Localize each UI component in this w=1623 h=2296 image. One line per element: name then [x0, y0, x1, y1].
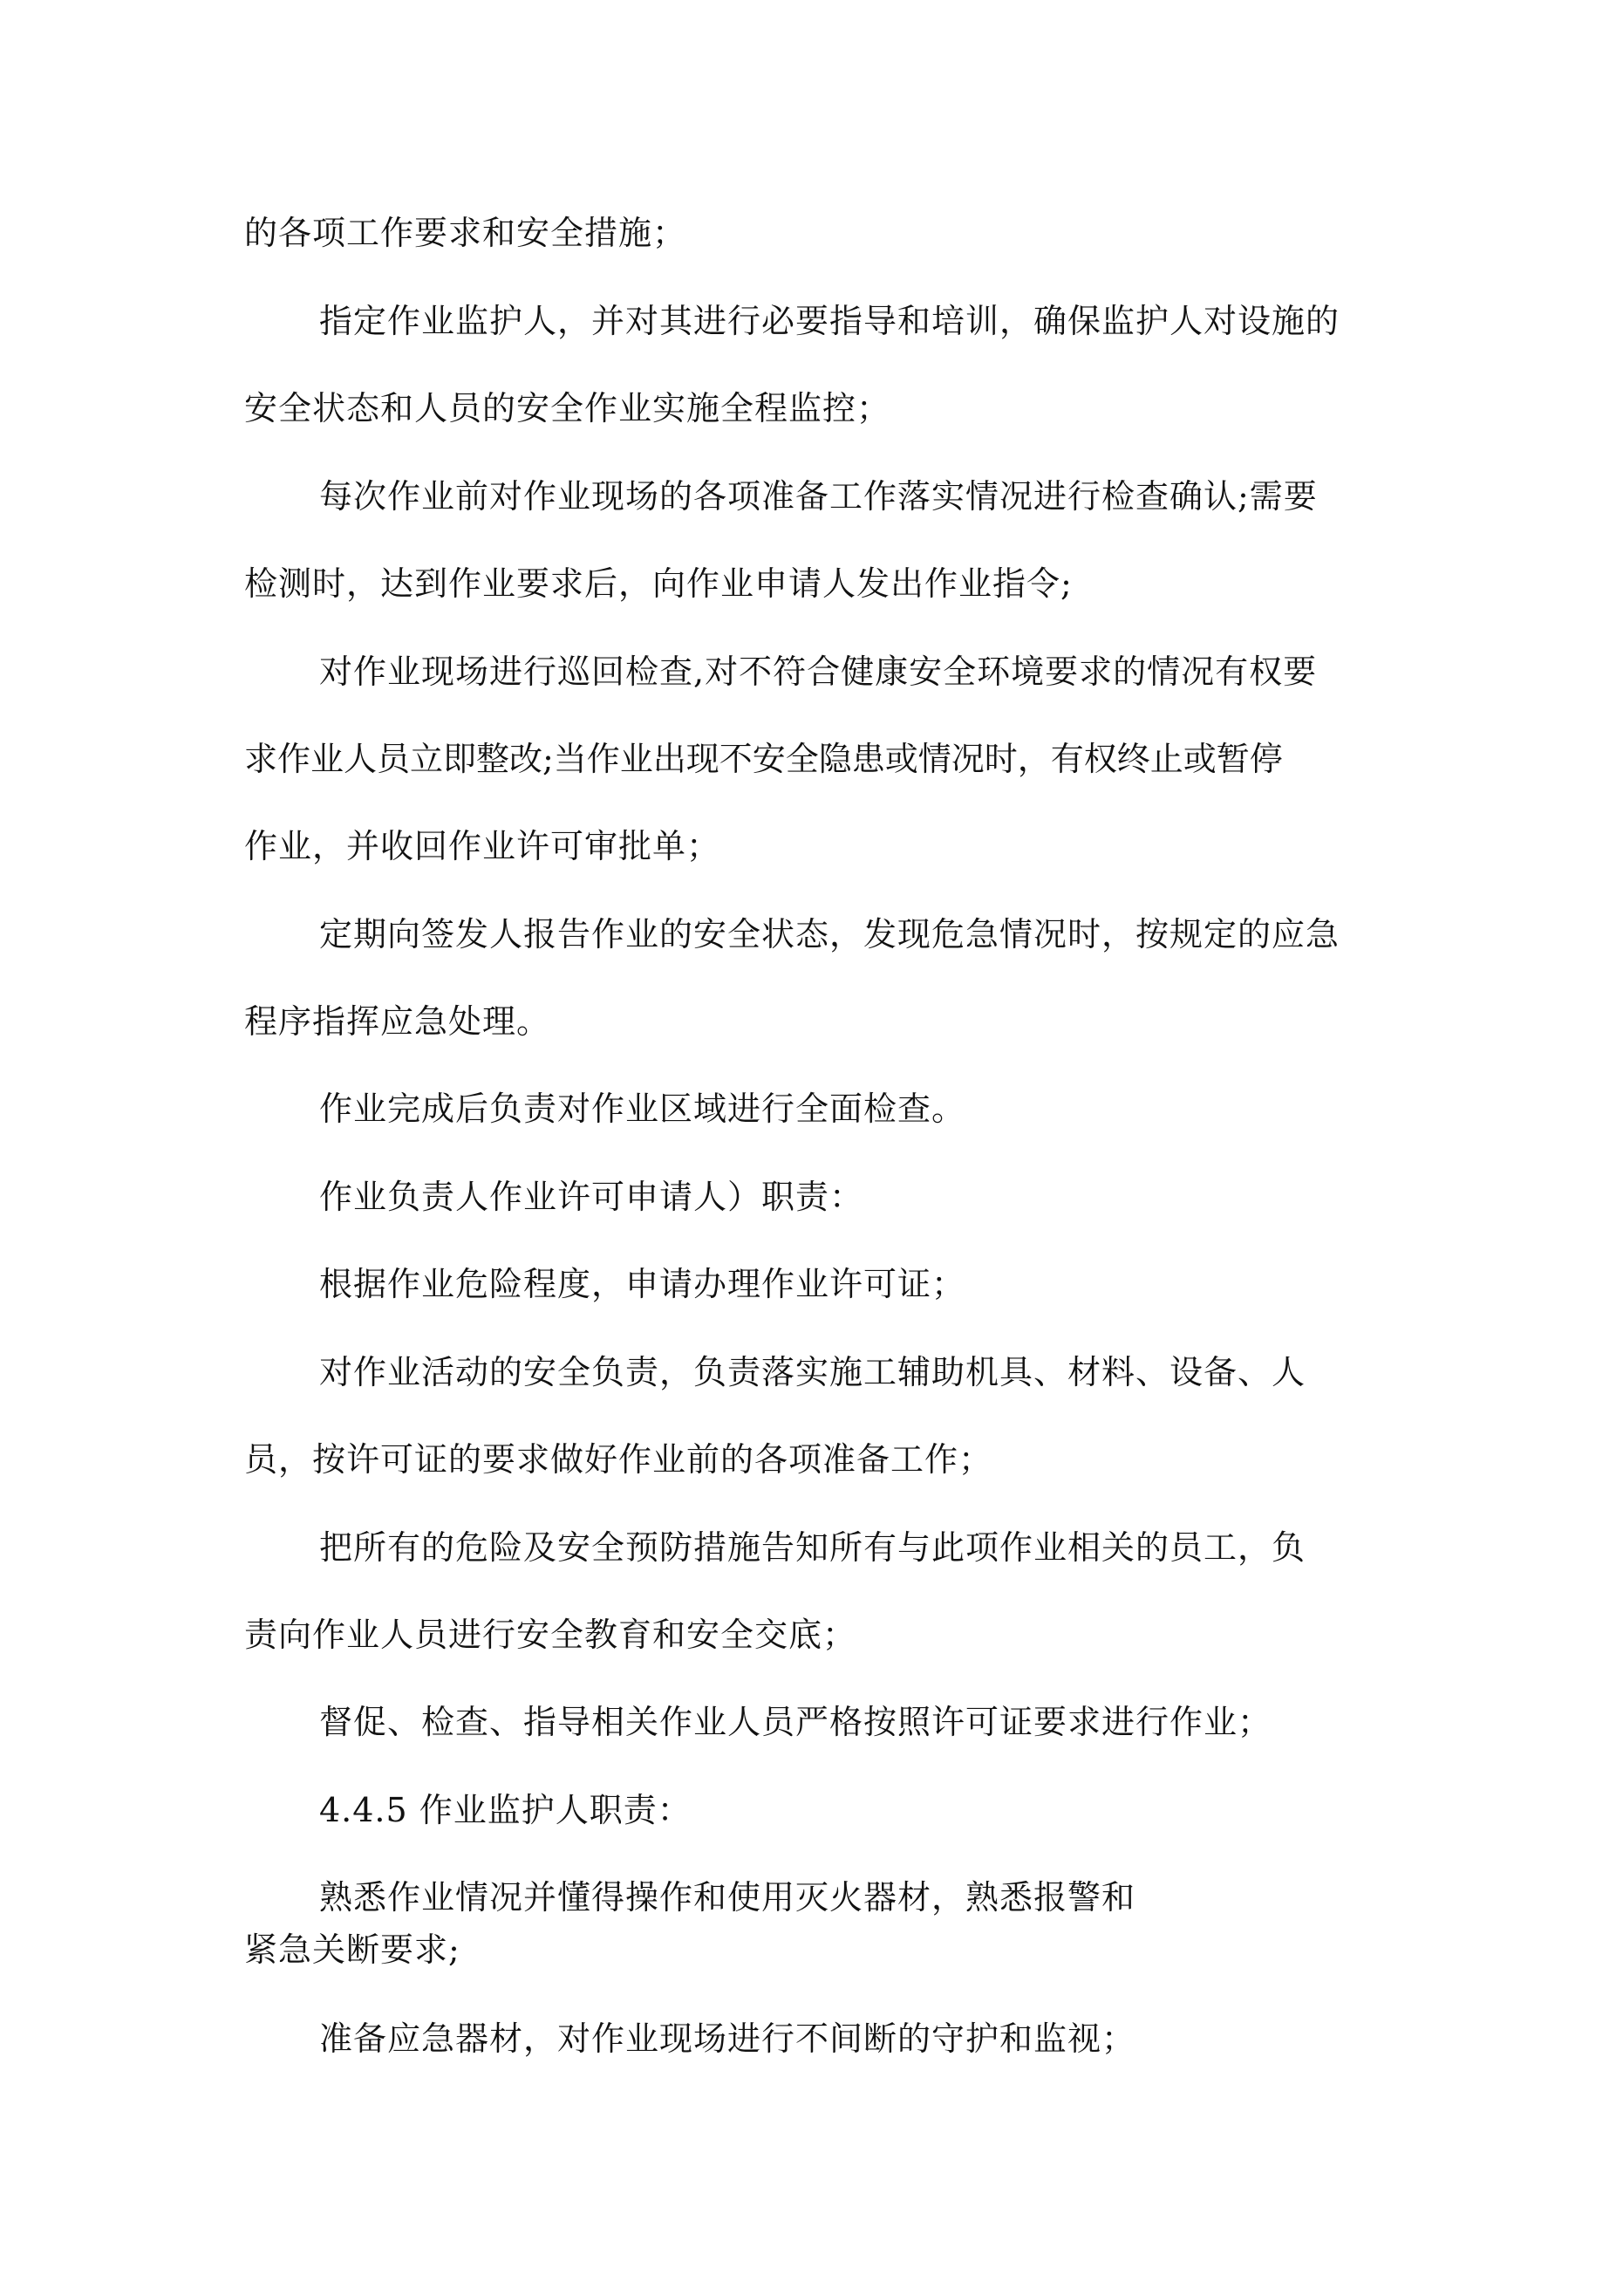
- text-line-3: 安全状态和人员的安全作业实施全程监控；: [244, 389, 891, 427]
- text-line-14: 对作业活动的安全负责，负责落实施工辅助机具、材料、设备、人: [319, 1353, 1306, 1391]
- text-line-20: 熟悉作业情况并懂得操作和使用灭火器材，熟悉报警和: [319, 1878, 1136, 1917]
- text-line-1: 的各项工作要求和安全措施；: [244, 214, 687, 252]
- text-line-10: 程序指挥应急处理。: [244, 1002, 551, 1041]
- text-line-22: 准备应急器材，对作业现场进行不间断的守护和监视；: [319, 2019, 1136, 2058]
- text-line-12: 作业负责人作业许可申请人）职责：: [319, 1178, 864, 1216]
- text-line-2: 指定作业监护人，并对其进行必要指导和培训，确保监护人对设施的: [319, 302, 1340, 340]
- text-line-8: 作业，并收回作业许可审批单；: [244, 827, 721, 865]
- text-line-6: 对作业现场进行巡回检查,对不符合健康安全环境要求的情况有权要: [319, 653, 1318, 691]
- text-line-17: 责向作业人员进行安全教育和安全交底；: [244, 1616, 857, 1654]
- text-line-7: 求作业人员立即整改;当作业出现不安全隐患或情况时，有权终止或暂停: [244, 740, 1283, 778]
- text-line-19: 4.4.5 作业监护人职责：: [319, 1791, 692, 1829]
- text-line-16: 把所有的危险及安全预防措施告知所有与此项作业相关的员工，负: [319, 1528, 1306, 1567]
- text-line-11: 作业完成后负责对作业区域进行全面检查。: [319, 1090, 966, 1128]
- text-line-15: 员，按许可证的要求做好作业前的各项准备工作；: [244, 1440, 993, 1479]
- text-line-13: 根据作业危险程度，申请办理作业许可证；: [319, 1265, 966, 1303]
- text-line-21: 紧急关断要求;: [244, 1930, 460, 1969]
- text-line-5: 检测时，达到作业要求后，向作业申请人发出作业指令;: [244, 564, 1073, 603]
- text-line-4: 每次作业前对作业现场的各项准备工作落实情况进行检查确认;需要: [319, 477, 1318, 516]
- text-line-9: 定期向签发人报告作业的安全状态，发现危急情况时，按规定的应急: [319, 915, 1340, 953]
- text-line-18: 督促、检查、指导相关作业人员严格按照许可证要求进行作业；: [319, 1703, 1272, 1741]
